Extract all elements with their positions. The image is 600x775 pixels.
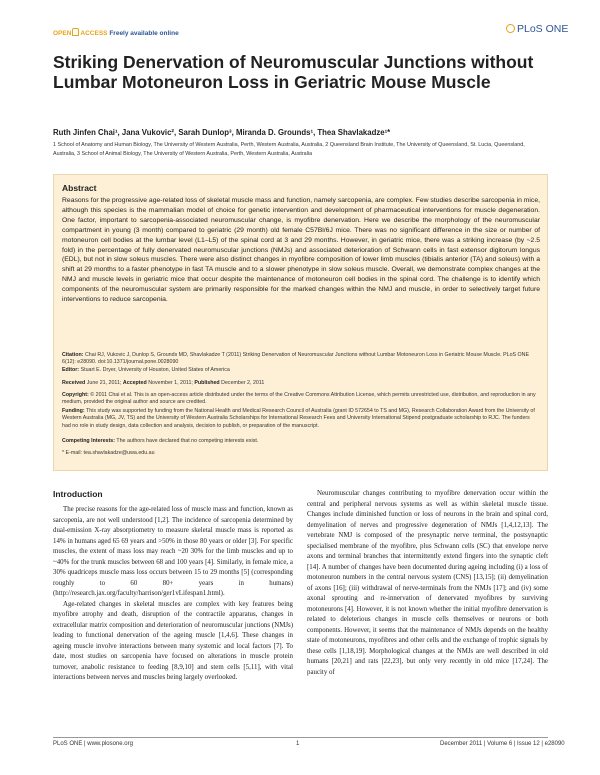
freely-available-label: Freely available online (109, 30, 179, 37)
intro-paragraph: Neuromuscular changes contributing to myofibre denervation occur within the central and peripheral nervous systems as well as within skeletal muscle tissue. Changes include diminished function or loss of neurons in the brain and spinal cord, demyelination of nerves and progressive degeneration of NMJs [1,4,12,13]. The vertebrate NMJ is composed of the presynaptic nerve terminal, the postsynaptic specialised membrane of the myofibre, plus Schwann cells (SC) that envelope nerve axons and terminal branches that intermittently extend fingers into the synaptic cleft [14]. A number of changes have been documented during ageing including (i) a loss of motoneuron numbers in the central nervous system (CNS) [13,15]; (ii) demyelination of axons [16]; (iii) withdrawal of nerve-terminals from the NMJs [17]; and (iv) some axonal sprouting and re-innervation of denervated myofibres by surviving motoneurons [4]. However, it is not known whether the initial myofibre denervation is related to deleterious changes in muscle cells themselves or neurons or both components. However, it seems that the maintenance of NMJs depends on the healthy state of motoneurons, myofibres and other cells and the exchange of trophic signals by these cells [1,18,19]. Morphological changes at the NMJs are well described in old humans [20,21] and rats [22,23], but only very recently in old mice [17,24]. The paucity of (307, 490, 548, 676)
received-label: Received (62, 380, 86, 386)
access-label: ACCESS (80, 30, 108, 37)
copyright (62, 392, 540, 407)
open-label: OPEN (53, 30, 72, 37)
editor-label: Editor: (62, 367, 80, 373)
copyright-label: Copyright: (62, 392, 89, 398)
copyright-text: © 2011 Chai et al. This is an open-access article distributed under the terms of the Creative Commons Attribution License, which permits unrestricted use, distribution, and reproduction in any medium, provided the original author and source are credited. (62, 392, 536, 406)
open-access-badge (53, 28, 179, 37)
footer-journal: PLoS ONE | www.plosone.org (53, 741, 133, 747)
citation-text: Chai RJ, Vukovic J, Dunlop S, Grounds MD, Shavlakadze T (2011) Striking Denervation of Neuromuscular Junctions without Lumbar Motoneuron Loss in Geriatric Mouse Muscle. PLoS ONE 6(12): e28090. doi:10.1371/journal.pone.0028090 (62, 352, 530, 366)
abstract-text: Reasons for the progressive age-related loss of skeletal muscle mass and function, namely sarcopenia, are complex. Few studies describe sarcopenia in mice, although this species is the mammalian model of choice for genetic intervention and development of pharmaceutical interventions for muscle degeneration. One factor, important to sarcopenia-associated neuromuscular change, is myofibre denervation. Here we describe the morphology of the neuromuscular compartment in young (3 month) compared to geriatric (29 month) old female C57Bl/6J mice. There was no significant difference in the size or number of motoneuron cell bodies at the lumbar level (L1–L5) of the spinal cord at 3 and 29 months. However, in geriatric mice, there was a striking increase (by ~2.5 fold) in the percentage of fully denervated neuromuscular junctions (NMJs) and associated deterioration of Schwann cells in fast extensor digitorum longus (EDL), but not in slow soleus muscles. There were also distinct changes in myofibre composition of lower limb muscles (tibialis anterior (TA) and soleus) with a shift at 29 months to a faster phenotype in fast TA muscle and to a slower phenotype in slow soleus muscle. Overall, we demonstrate complex changes at the NMJ and muscle levels in geriatric mice that occur despite the maintenance of motoneuron cell bodies in the spinal cord. The challenge is to identify which components of the neuromuscular system are primarily responsible for the marked changes within the NMJ and muscle, in order to selectively target future interventions to reduce sarcopenia. (62, 197, 540, 304)
citation (62, 352, 540, 367)
published-date: December 2, 2011 (221, 380, 265, 386)
published-label: Published (194, 380, 220, 386)
funding-text: This study was supported by funding from the National Health and Medical Research Council of Australia (grant ID 572654 to TS and MG), Research Collaboration Award from the University of Western Australia (MG, JV, TS) and the University of Western Australia Scholarships for International Research Fees and University International Stipend postgraduate scholarship to RJC. The funders had no role in study design, data collection and analysis, decision to publish, or preparation of the manuscript. (62, 408, 535, 429)
left-column (53, 505, 293, 684)
funding (62, 408, 540, 430)
accepted-label: Accepted (122, 380, 147, 386)
competing-label: Competing Interests: (62, 438, 115, 444)
open-access-lock-icon (72, 28, 79, 36)
accepted-date: November 1, 2011; (148, 380, 193, 386)
competing-interests (62, 438, 540, 445)
page-number: 1 (296, 741, 300, 747)
footer-divider (53, 737, 548, 738)
introduction-heading: Introduction (53, 489, 103, 499)
right-column (307, 489, 548, 678)
received-date: June 21, 2011; (86, 380, 122, 386)
author-affiliations: 1 School of Anatomy and Human Biology, The University of Western Australia, Perth, Western Australia, Australia, 2 Queensland Brain Institute, The University of Queensland, St. Lucia, Queensland, Australia, 3 School of Animal Biology, The University of Western Australia, Perth, Western Australia, Australia (53, 142, 525, 157)
editor (62, 367, 540, 374)
abstract-heading: Abstract (62, 183, 97, 193)
journal-logo-text: PLoS ONE (517, 23, 569, 35)
intro-paragraph: The precise reasons for the age-related loss of muscle mass and function, known as sarcopenia, are not well understood [1,2]. The incidence of sarcopenia determined by dual-emission X-ray absorptiometry to measure skeletal muscle mass is reported as 14% in humans aged 65 69 years and >50% in those 80 years or older [3]. For specific muscles, the extent of mass loss may reach ~20 30% for the limb muscles and up to ~40% for the trunk muscles between 68 and 100 years [4]. Similarly, in female mice, a 30% quadriceps muscle mass loss occurs between 15 to 29 months [5] (corresponding roughly to 60 80+ years in humans) (http://research.jax.org/faculty/harrison/ger1vLifespan1.html). (53, 506, 293, 597)
publication-dates (62, 380, 540, 387)
competing-text: The authors have declared that no competing interests exist. (116, 438, 259, 444)
funding-label: Funding: (62, 408, 85, 414)
author-list: Ruth Jinfen Chai¹, Jana Vukovic², Sarah Dunlop³, Miranda D. Grounds¹, Thea Shavlakadze¹* (53, 128, 391, 137)
journal-logo (506, 23, 568, 35)
citation-label: Citation: (62, 352, 84, 358)
plos-logo-icon (506, 24, 515, 33)
article-title: Striking Denervation of Neuromuscular Junctions without Lumbar Motoneuron Loss in Geriatric Mouse Muscle (53, 52, 534, 92)
footer-issue: December 2011 | Volume 6 | Issue 12 | e28090 (440, 741, 565, 747)
intro-paragraph: Age-related changes in skeletal muscles are complex with key features being myofibre atrophy and death, disruption of the contractile apparatus, changes in extracellular matrix composition and deterioration of neuromuscular junctions (NMJs) leading to functional denervation of the ageing muscle [1,4,6]. These changes in ageing muscle involve interactions between many systemic and local factors [7]. To date, most studies on sarcopenia have focused on alterations in muscle protein turnover, anabolic resistance to feeding [8,9,10] and stem cells [5,11], with vital interactions between nerves and muscles being largely overlooked. (53, 600, 293, 681)
corresponding-email: * E-mail: tea.shavlakadze@uwa.edu.au (62, 450, 155, 456)
editor-text: Stuart E. Dryer, University of Houston, United States of America (80, 367, 230, 373)
